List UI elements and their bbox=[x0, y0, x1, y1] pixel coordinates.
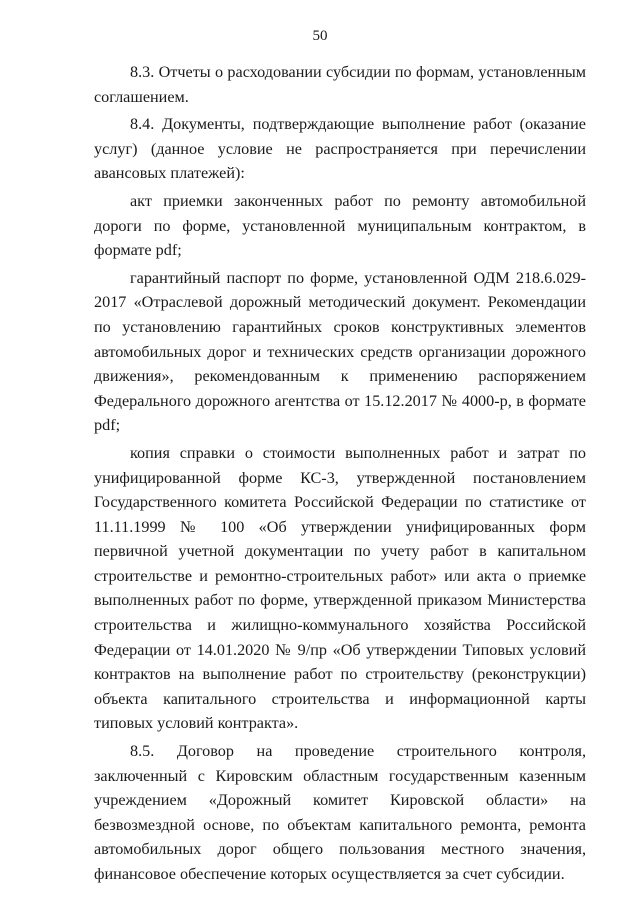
paragraph-warranty-passport: гарантийный паспорт по форме, установленной ОДМ 218.6.029-2017 «Отраслевой дорожный методический документ. Рекомендации по установлению гарантийных сроков конструктивных элементов автомобильных дорог и технических средств организации дорожного движения», рекомендованным к применению распоряжением Федерального дорожного агентства от 15.12.2017 № 4000-р, в формате pdf; bbox=[94, 268, 586, 435]
page-number: 50 bbox=[312, 28, 328, 44]
document-body bbox=[94, 60, 586, 887]
paragraph-ks3-certificate: копия справки о стоимости выполненных работ и затрат по унифицированной форме КС-3, утвержденной постановлением Государственного комитета Российской Федерации по статистике от 11.11.1999 № 100 «Об утверждении унифицированных форм первичной учетной документации по учету работ в капитальном строительстве и ремонтно-строительных работ» или акта о приемке выполненных работ по форме, утвержденной приказом Министерства строительства и жилищно-коммунального хозяйства Российской Федерации от 14.01.2020 № 9/пр «Об утверждении Типовых условий контрактов на выполнение работ по строительству (реконструкции) объекта капитального строительства и информационной карты типовых условий контракта». bbox=[94, 443, 586, 733]
paragraph-8-5: 8.5. Договор на проведение строительного контроля, заключенный с Кировским областным государственным казенным учреждением «Дорожный комитет Кировской области» на безвозмездной основе, по объектам капитального ремонта, ремонта автомобильных дорог общего пользования местного значения, финансовое обеспечение которых осуществляется за счет субсидии. bbox=[94, 742, 586, 883]
paragraph-act-acceptance: акт приемки законченных работ по ремонту автомобильной дороги по форме, установленной муниципальным контрактом, в формате pdf; bbox=[94, 191, 586, 260]
paragraph-8-3: 8.3. Отчеты о расходовании субсидии по формам, установленным соглашением. bbox=[94, 63, 586, 106]
paragraph-8-4: 8.4. Документы, подтверждающие выполнение работ (оказание услуг) (данное условие не распространяется при перечислении авансовых платежей): bbox=[94, 115, 586, 183]
